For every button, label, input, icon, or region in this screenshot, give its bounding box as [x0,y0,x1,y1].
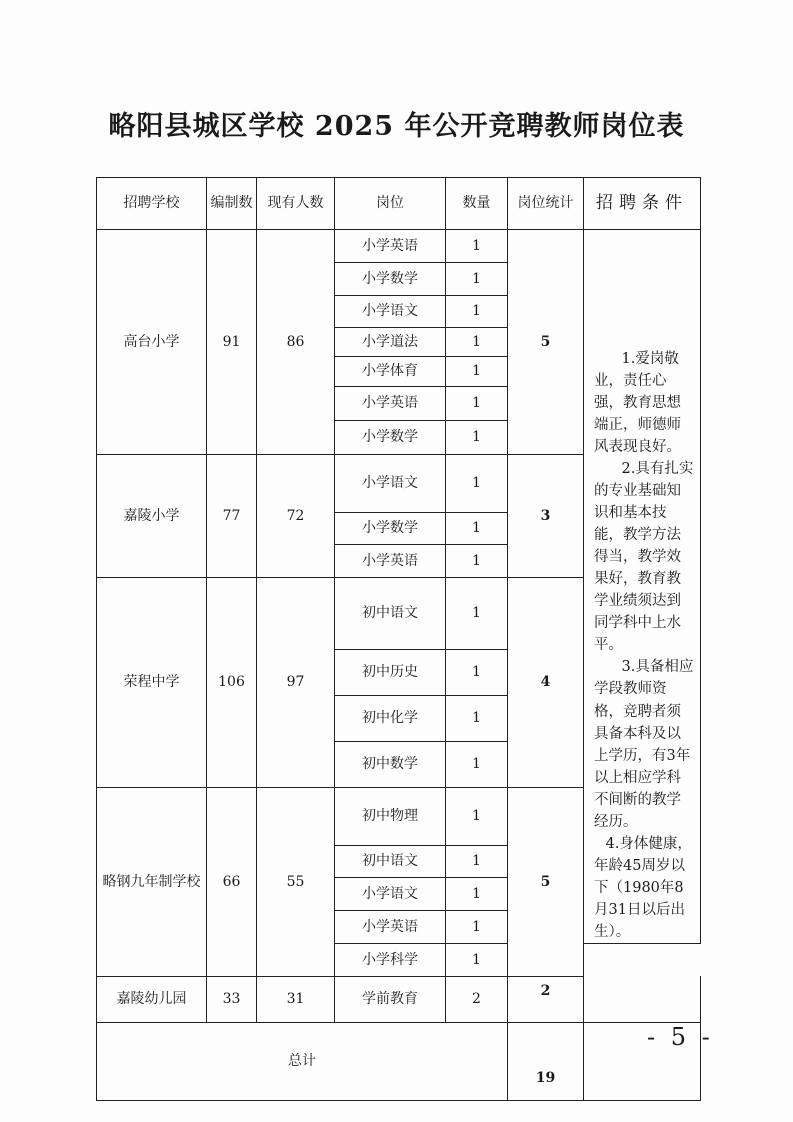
school-name: 嘉陵幼儿园 [97,976,207,1022]
school-quota: 33 [207,976,257,1022]
school-quota: 66 [207,787,257,976]
position-count: 1 [446,577,508,649]
position-count: 1 [446,387,508,421]
position-name: 初中化学 [335,695,446,741]
total-row [97,1022,701,1100]
position-name: 小学英语 [335,544,446,577]
school-current: 72 [257,455,335,578]
position-name: 小学语文 [335,296,446,328]
school-quota: 77 [207,455,257,578]
header-school: 招聘学校 [97,178,207,230]
position-name: 小学语文 [335,877,446,910]
position-name: 小学数学 [335,263,446,296]
position-name: 学前教育 [335,976,446,1022]
header-count: 数量 [446,178,508,230]
blank-cell [584,976,701,1022]
position-count: 1 [446,695,508,741]
page-title: 略阳县城区学校 2025 年公开竞聘教师岗位表 [108,111,685,142]
position-name: 初中历史 [335,649,446,695]
total-label: 总计 [97,1022,508,1100]
position-count: 2 [446,976,508,1022]
school-stat: 4 [508,577,584,787]
school-name: 略钢九年制学校 [97,787,207,976]
conditions-cell [584,230,701,944]
position-name: 小学英语 [335,387,446,421]
school-stat: 2 [508,976,584,1022]
position-count: 1 [446,512,508,544]
school-stat: 5 [508,787,584,976]
school-current: 97 [257,577,335,787]
position-count: 1 [446,741,508,787]
page-number: - 5 - [647,1023,714,1051]
position-count: 1 [446,649,508,695]
position-count: 1 [446,845,508,877]
school-quota: 106 [207,577,257,787]
header-position: 岗位 [335,178,446,230]
position-name: 小学数学 [335,421,446,455]
school-name: 高台小学 [97,230,207,455]
condition-item: 2.具有扎实的专业基础知识和基本技能，教学方法得当，教学效果好，教育教学业绩须达到同学科中上水平。 [594,461,694,654]
position-name: 小学科学 [335,943,446,976]
table-row [97,976,701,1022]
condition-item: 4.身体健康，年龄45周岁以下（1980年8月31日以后出生）。 [594,835,692,940]
header-current: 现有人数 [257,178,335,230]
position-count: 1 [446,877,508,910]
school-current: 31 [257,976,335,1022]
school-name: 荣程中学 [97,577,207,787]
position-name: 小学数学 [335,512,446,544]
school-quota: 91 [207,230,257,455]
position-count: 1 [446,455,508,513]
school-stat: 3 [508,455,584,578]
school-name: 嘉陵小学 [97,455,207,578]
position-count: 1 [446,357,508,387]
condition-item: 1.爱岗敬业，责任心强，教育思想端正，师德师风表现良好。 [594,351,681,456]
position-count: 1 [446,421,508,455]
position-count: 1 [446,787,508,845]
header-stat: 岗位统计 [508,178,584,230]
position-name: 小学英语 [335,230,446,263]
school-current: 86 [257,230,335,455]
position-name: 初中数学 [335,741,446,787]
position-count: 1 [446,230,508,263]
school-stat: 5 [508,230,584,455]
total-value: 19 [508,1022,584,1100]
positions-table [96,177,701,1101]
position-name: 小学道法 [335,328,446,357]
position-name: 初中语文 [335,577,446,649]
position-name: 小学语文 [335,455,446,513]
position-name: 初中物理 [335,787,446,845]
position-name: 初中语文 [335,845,446,877]
position-count: 1 [446,943,508,976]
position-count: 1 [446,328,508,357]
position-name: 小学英语 [335,910,446,943]
position-count: 1 [446,910,508,943]
condition-item: 3.具备相应学段教师资格，竞聘者须具备本科及以上学历，有3年以上相应学科不间断的教学经历。 [594,659,694,830]
position-count: 1 [446,263,508,296]
header-quota: 编制数 [207,178,257,230]
header-row [97,178,701,230]
table-row [97,230,701,263]
header-conditions: 招聘条件 [584,178,701,230]
position-count: 1 [446,296,508,328]
position-count: 1 [446,544,508,577]
school-current: 55 [257,787,335,976]
position-name: 小学体育 [335,357,446,387]
